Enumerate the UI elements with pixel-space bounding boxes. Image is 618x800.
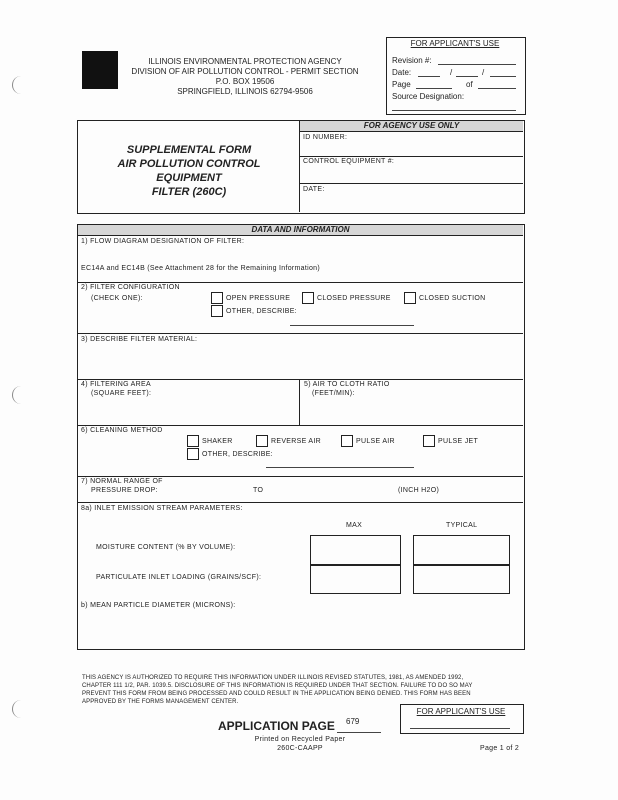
recycled-paper-note: Printed on Recycled Paper (254, 736, 346, 743)
row-divider (77, 502, 523, 503)
shaker-label: SHAKER (202, 438, 233, 445)
row-divider (77, 235, 523, 236)
form-title-line3: EQUIPMENT (156, 172, 222, 184)
other-config-label: OTHER, DESCRIBE: (226, 308, 297, 315)
open-pressure-label: OPEN PRESSURE (226, 295, 291, 302)
revision-label: Revision #: (392, 56, 432, 65)
reverse-air-label: REVERSE AIR (271, 438, 321, 445)
section4-label: 4) FILTERING AREA (81, 381, 151, 388)
other-cleaning-checkbox[interactable] (187, 448, 199, 460)
of-label: of (466, 80, 473, 89)
section7-unit: (INCH H2O) (398, 487, 440, 494)
other-config-field[interactable] (290, 325, 414, 326)
disclaimer (82, 674, 522, 706)
control-equipment-label: CONTROL EQUIPMENT #: (303, 158, 395, 165)
section2-label: 2) FILTER CONFIGURATION (81, 284, 180, 291)
open-pressure-checkbox[interactable] (211, 292, 223, 304)
section6-label: 6) CLEANING METHOD (81, 427, 163, 434)
form-title-line4: FILTER (260C) (151, 186, 227, 198)
date-label: Date: (392, 68, 412, 77)
form-title-line2: AIR POLLUTION CONTROL (117, 158, 261, 170)
particulate-label: PARTICULATE INLET LOADING (GRAINS/SCF): (96, 574, 262, 581)
form-title (80, 143, 298, 199)
reverse-air-checkbox[interactable] (256, 435, 268, 447)
footer-applicant-title: FOR APPLICANT'S USE (416, 707, 506, 716)
binder-hole-mark (12, 700, 21, 718)
moisture-typical-cell[interactable] (413, 535, 510, 566)
moisture-label: MOISTURE CONTENT (% BY VOLUME): (96, 544, 236, 551)
agency-header (110, 57, 380, 97)
particulate-typical-cell[interactable] (413, 564, 510, 594)
application-page-label: APPLICATION PAGE (218, 719, 335, 733)
data-header: DATA AND INFORMATION (251, 225, 350, 234)
pulse-air-label: PULSE AIR (356, 438, 395, 445)
source-label: Source Designation: (392, 92, 465, 101)
agency-division: DIVISION OF AIR POLLUTION CONTROL - PERMIT SECTION (131, 67, 359, 76)
closed-suction-label: CLOSED SUCTION (419, 295, 486, 302)
pulse-jet-checkbox[interactable] (423, 435, 435, 447)
closed-suction-checkbox[interactable] (404, 292, 416, 304)
section3-label: 3) DESCRIBE FILTER MATERIAL: (81, 336, 198, 343)
section4-unit: (SQUARE FEET): (91, 390, 152, 397)
section7-label2: PRESSURE DROP: (91, 487, 158, 494)
section1-label: 1) FLOW DIAGRAM DESIGNATION OF FILTER: (81, 238, 245, 245)
col-max-header: MAX (346, 522, 363, 529)
section5-unit: (FEET/MIN): (312, 390, 355, 397)
agency-pobox: P.O. BOX 19506 (215, 77, 275, 86)
row-divider (77, 282, 523, 283)
binder-hole-mark (12, 76, 21, 94)
disclaimer-line: THIS AGENCY IS AUTHORIZED TO REQUIRE THIS INFORMATION UNDER ILLINOIS REVISED STATUTES, 1981, AS AMENDED 1992, (82, 675, 464, 681)
moisture-max-cell[interactable] (310, 535, 401, 566)
title-divider (299, 120, 300, 212)
page-of-total: Page 1 of 2 (480, 745, 520, 752)
date-sep: / (482, 68, 485, 77)
agency-date-label: DATE: (303, 186, 325, 193)
section2-check-one: (CHECK ONE): (91, 295, 143, 302)
page-of-field[interactable] (478, 88, 516, 89)
date-year-field[interactable] (490, 76, 516, 77)
page-field[interactable] (416, 88, 452, 89)
row-divider (77, 379, 523, 380)
binder-hole-mark (12, 386, 21, 404)
page-label: Page (392, 80, 411, 89)
section5-label: 5) AIR TO CLOTH RATIO (304, 381, 390, 388)
disclaimer-line: APPROVED BY THE FORMS MANAGEMENT CENTER. (82, 699, 239, 705)
date-sep: / (450, 68, 453, 77)
agency-name: ILLINOIS ENVIRONMENTAL PROTECTION AGENCY (148, 57, 342, 66)
col-typical-header: TYPICAL (446, 522, 478, 529)
revision-field[interactable] (438, 64, 516, 65)
row-divider (77, 476, 523, 477)
date-month-field[interactable] (418, 76, 440, 77)
row-divider (77, 425, 523, 426)
footer-applicant-field[interactable] (410, 728, 510, 729)
particulate-max-cell[interactable] (310, 564, 401, 594)
agency-use-title: FOR AGENCY USE ONLY (363, 121, 460, 130)
application-page-field[interactable] (337, 732, 381, 733)
section7-label: 7) NORMAL RANGE OF (81, 478, 163, 485)
shaker-checkbox[interactable] (187, 435, 199, 447)
section1-value[interactable]: EC14A and EC14B (See Attachment 28 for the Remaining Information) (81, 265, 320, 272)
form-title-line1: SUPPLEMENTAL FORM (126, 144, 252, 156)
agency-city: SPRINGFIELD, ILLINOIS 62794-9506 (177, 87, 313, 96)
agency-use-rule (299, 131, 523, 132)
row-divider (77, 333, 523, 334)
mean-particle-label: b) MEAN PARTICLE DIAMETER (MICRONS): (81, 602, 236, 609)
other-cleaning-field[interactable] (266, 467, 414, 468)
pulse-jet-label: PULSE JET (438, 438, 479, 445)
pulse-air-checkbox[interactable] (341, 435, 353, 447)
form-code: 260C-CAAPP (277, 745, 323, 752)
other-config-checkbox[interactable] (211, 305, 223, 317)
applicant-use-title: FOR APPLICANT'S USE (410, 39, 500, 48)
other-cleaning-label: OTHER, DESCRIBE: (202, 451, 273, 458)
closed-pressure-label: CLOSED PRESSURE (317, 295, 391, 302)
section7-to: TO (253, 487, 264, 494)
disclaimer-line: PREVENT THIS FORM FROM BEING PROCESSED AND COULD RESULT IN THE APPLICATION BEING DENIED. THIS FORM HAS BEEN (82, 691, 471, 697)
date-day-field[interactable] (456, 76, 478, 77)
section4-5-divider (299, 379, 300, 425)
section8-label: 8a) INLET EMISSION STREAM PARAMETERS: (81, 505, 243, 512)
source-field[interactable] (392, 110, 516, 111)
closed-pressure-checkbox[interactable] (302, 292, 314, 304)
agency-use-rule (299, 156, 523, 157)
agency-use-rule (299, 183, 523, 184)
disclaimer-line: CHAPTER 111 1/2, PAR. 1039.5. DISCLOSURE OF THIS INFORMATION IS REQUIRED UNDER THAT SECTION. FAILURE TO DO SO MAY (82, 683, 473, 689)
application-page-number: 679 (346, 717, 360, 726)
id-number-label: ID NUMBER: (303, 134, 348, 141)
